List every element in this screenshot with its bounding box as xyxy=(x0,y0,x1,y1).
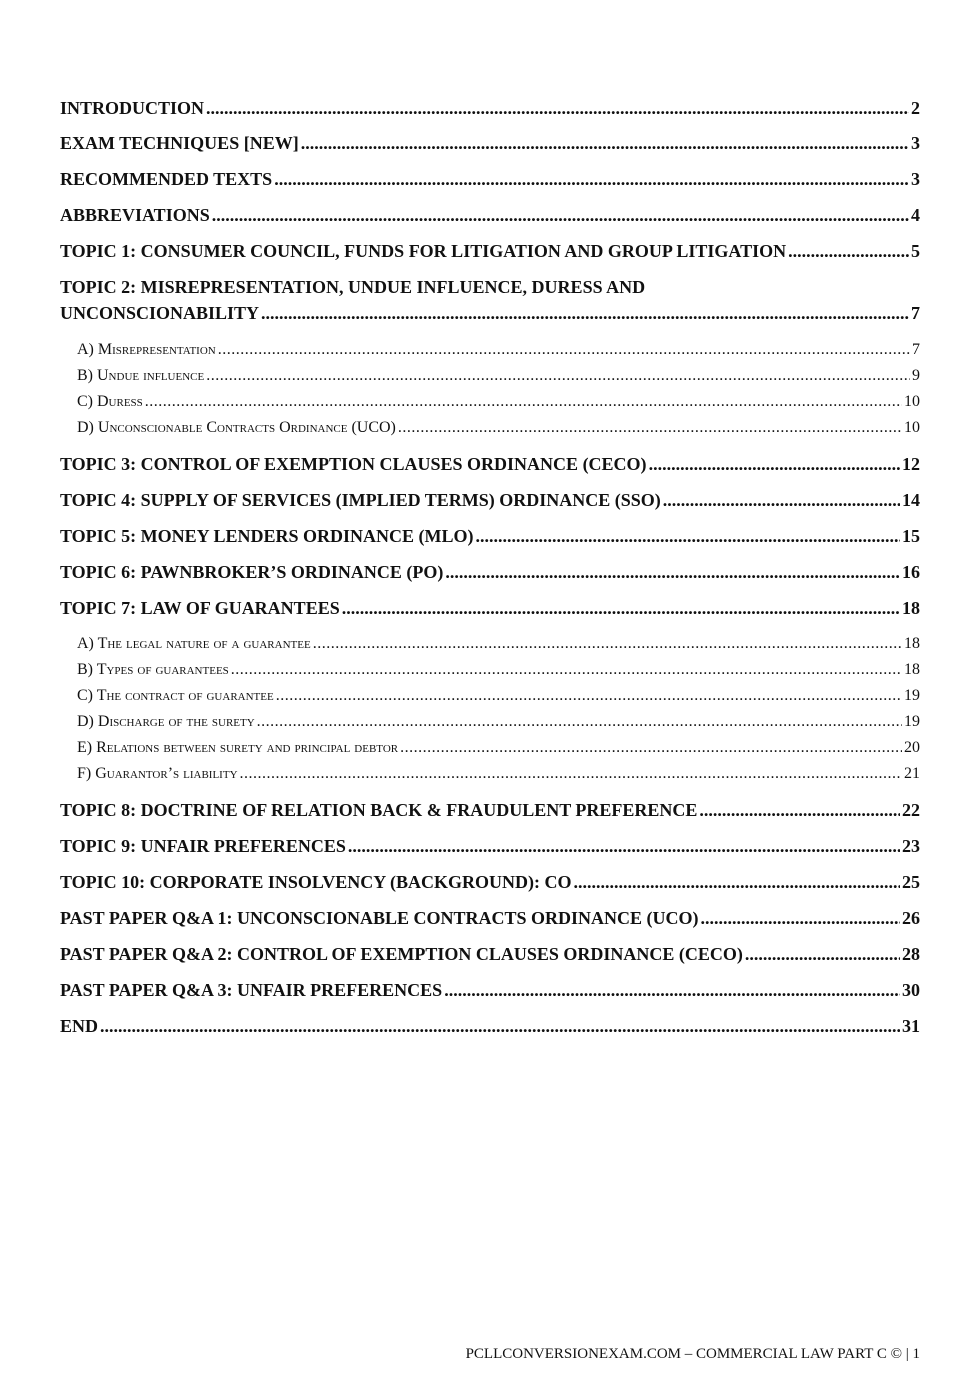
toc-entry-topic-3[interactable] xyxy=(60,452,920,476)
dot-leader xyxy=(206,364,910,388)
toc-label: B) Types of guarantees xyxy=(77,661,229,678)
toc-label: EXAM TECHNIQUES [NEW] xyxy=(60,133,299,153)
dot-leader xyxy=(313,632,902,656)
toc-entry-past-paper-3[interactable] xyxy=(60,978,920,1002)
toc-entry-topic-2-line1[interactable]: TOPIC 2: MISREPRESENTATION, UNDUE INFLUENCE, DURESS AND xyxy=(60,277,646,297)
toc-label: TOPIC 6: PAWNBROKER’S ORDINANCE (PO) xyxy=(60,562,444,582)
toc-label: TOPIC 8: DOCTRINE OF RELATION BACK & FRAUDULENT PREFERENCE xyxy=(60,800,698,820)
toc-page: 5 xyxy=(911,241,920,261)
toc-label: ABBREVIATIONS xyxy=(60,205,210,225)
toc-entry-topic-6[interactable] xyxy=(60,560,920,584)
toc-page: 18 xyxy=(904,661,920,678)
toc-page: 30 xyxy=(902,980,920,1000)
toc-entry-topic-5[interactable] xyxy=(60,524,920,548)
dot-leader xyxy=(145,390,902,414)
toc-entry-topic-4[interactable] xyxy=(60,488,920,512)
toc-label: TOPIC 9: UNFAIR PREFERENCES xyxy=(60,836,346,856)
toc-page: 10 xyxy=(904,419,920,436)
toc-subentry-relations[interactable] xyxy=(77,736,920,760)
toc-subentry-duress[interactable] xyxy=(77,390,920,414)
toc-entry-end[interactable] xyxy=(60,1014,920,1038)
dot-leader xyxy=(301,131,909,155)
toc-label: END xyxy=(60,1016,99,1036)
toc-label: C) Duress xyxy=(77,393,143,410)
toc-label: C) The contract of guarantee xyxy=(77,687,274,704)
toc-subentry-misrepresentation[interactable] xyxy=(77,338,920,362)
toc-page: 3 xyxy=(911,133,920,153)
toc-subentry-legal-nature[interactable] xyxy=(77,632,920,656)
dot-leader xyxy=(212,203,909,227)
toc-subentry-uco[interactable] xyxy=(77,416,920,440)
dot-leader xyxy=(274,167,909,191)
toc-label: PAST PAPER Q&A 3: UNFAIR PREFERENCES xyxy=(60,980,443,1000)
dot-leader xyxy=(240,762,902,786)
toc-entry-past-paper-1[interactable] xyxy=(60,906,920,930)
toc-page: 10 xyxy=(904,393,920,410)
toc-entry-recommended-texts[interactable] xyxy=(60,167,920,191)
toc-entry-topic-1[interactable] xyxy=(60,239,920,263)
toc-page: 3 xyxy=(911,169,920,189)
toc-page: 7 xyxy=(911,303,920,323)
toc-page: 25 xyxy=(902,872,920,892)
toc-page: 18 xyxy=(904,635,920,652)
dot-leader xyxy=(231,658,902,682)
dot-leader xyxy=(745,942,900,966)
dot-leader xyxy=(788,239,909,263)
dot-leader xyxy=(649,452,900,476)
toc-label: D) Discharge of the surety xyxy=(77,713,255,730)
toc-page: 15 xyxy=(902,526,920,546)
toc-entry-topic-9[interactable] xyxy=(60,834,920,858)
dot-leader xyxy=(445,560,900,584)
toc-label: PAST PAPER Q&A 1: UNCONSCIONABLE CONTRACTS ORDINANCE (UCO) xyxy=(60,908,699,928)
toc-page: 20 xyxy=(904,739,920,756)
toc-label: D) Unconscionable Contracts Ordinance (UCO) xyxy=(77,419,396,436)
toc-subentry-contract[interactable] xyxy=(77,684,920,708)
toc-subentry-discharge[interactable] xyxy=(77,710,920,734)
toc-label: A) Misrepresentation xyxy=(77,341,216,358)
dot-leader xyxy=(261,301,909,325)
toc-page: 14 xyxy=(902,490,920,510)
dot-leader xyxy=(701,906,900,930)
toc-label: INTRODUCTION xyxy=(60,98,205,118)
toc-entry-past-paper-2[interactable] xyxy=(60,942,920,966)
toc-label: TOPIC 3: CONTROL OF EXEMPTION CLAUSES ORDINANCE (CECO) xyxy=(60,454,647,474)
toc-label: TOPIC 4: SUPPLY OF SERVICES (IMPLIED TERMS) ORDINANCE (SSO) xyxy=(60,490,661,510)
page-footer: PCLLCONVERSIONEXAM.COM – COMMERCIAL LAW PART C © | 1 xyxy=(465,1346,920,1362)
toc-label: RECOMMENDED TEXTS xyxy=(60,169,273,189)
dot-leader xyxy=(206,96,909,120)
toc-label: F) Guarantor’s liability xyxy=(77,765,238,782)
toc-label: A) The legal nature of a guarantee xyxy=(77,635,311,652)
toc-page: 22 xyxy=(902,800,920,820)
toc-label: TOPIC 5: MONEY LENDERS ORDINANCE (MLO) xyxy=(60,526,474,546)
toc-entry-topic-10[interactable] xyxy=(60,870,920,894)
toc-page: 23 xyxy=(902,836,920,856)
dot-leader xyxy=(699,798,900,822)
toc-entry-topic-8[interactable] xyxy=(60,798,920,822)
toc-label: E) Relations between surety and principal debtor xyxy=(77,739,399,756)
toc-page: 28 xyxy=(902,944,920,964)
toc-entry-introduction[interactable] xyxy=(60,96,920,120)
toc-page: 12 xyxy=(902,454,920,474)
toc-subentry-liability[interactable] xyxy=(77,762,920,786)
toc-page: 7 xyxy=(912,341,920,358)
dot-leader xyxy=(663,488,900,512)
dot-leader xyxy=(398,416,902,440)
dot-leader xyxy=(276,684,902,708)
toc-subentry-undue-influence[interactable] xyxy=(77,364,920,388)
toc-entry-topic-2[interactable] xyxy=(60,301,920,325)
toc-page: 18 xyxy=(902,598,920,618)
toc-page: 26 xyxy=(902,908,920,928)
dot-leader xyxy=(348,834,900,858)
toc-label: TOPIC 7: LAW OF GUARANTEES xyxy=(60,598,340,618)
toc-label: TOPIC 10: CORPORATE INSOLVENCY (BACKGROUND): CO xyxy=(60,872,572,892)
toc-entry-topic-7[interactable] xyxy=(60,596,920,620)
dot-leader xyxy=(218,338,910,362)
toc-page: 19 xyxy=(904,687,920,704)
toc-page: 19 xyxy=(904,713,920,730)
toc-page: 2 xyxy=(911,98,920,118)
toc-entry-abbreviations[interactable] xyxy=(60,203,920,227)
toc-subentry-types[interactable] xyxy=(77,658,920,682)
toc-page: 9 xyxy=(912,367,920,384)
dot-leader xyxy=(444,978,900,1002)
dot-leader xyxy=(342,596,900,620)
toc-page: 16 xyxy=(902,562,920,582)
dot-leader xyxy=(476,524,900,548)
dot-leader xyxy=(574,870,900,894)
dot-leader xyxy=(100,1014,900,1038)
toc-entry-exam-techniques[interactable] xyxy=(60,131,920,155)
toc-label: UNCONSCIONABILITY xyxy=(60,303,260,323)
dot-leader xyxy=(257,710,902,734)
toc-page: 31 xyxy=(902,1016,920,1036)
toc-label: PAST PAPER Q&A 2: CONTROL OF EXEMPTION CLAUSES ORDINANCE (CECO) xyxy=(60,944,743,964)
toc-label: B) Undue influence xyxy=(77,367,205,384)
toc-page: 21 xyxy=(904,765,920,782)
toc-label: TOPIC 1: CONSUMER COUNCIL, FUNDS FOR LITIGATION AND GROUP LITIGATION xyxy=(60,241,787,261)
dot-leader xyxy=(400,736,902,760)
toc-page: 4 xyxy=(911,205,920,225)
